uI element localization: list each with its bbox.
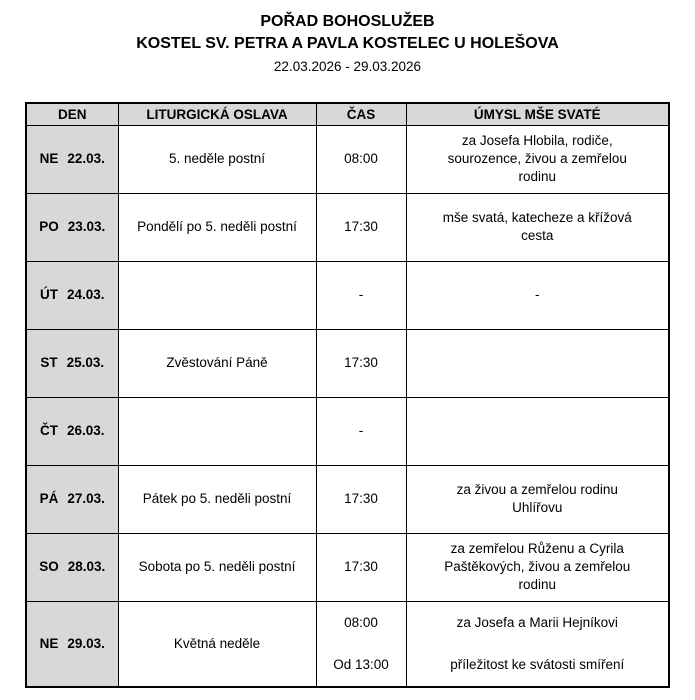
table-row (26, 397, 669, 465)
day-date: 29.03. (67, 635, 105, 651)
intention-cell (406, 397, 669, 465)
day-cell (26, 465, 118, 533)
time-cell: 17:30 (316, 329, 406, 397)
intention-cell (406, 601, 669, 687)
time-cell: - (316, 261, 406, 329)
table-row (26, 261, 669, 329)
celebration-cell: Pondělí po 5. neděli postní (118, 193, 316, 261)
day-abbr: ČT (39, 423, 58, 438)
table-row (26, 601, 669, 687)
day-date: 24.03. (66, 287, 105, 302)
table-row (26, 125, 669, 193)
day-date: 28.03. (67, 559, 106, 574)
intention-cell: mše svatá, katecheze a křížová cesta (406, 193, 669, 261)
intention-cell: za Josefa Hlobila, rodiče, sourozence, živou a zemřelou rodinu (406, 125, 669, 193)
time-cell: - (316, 397, 406, 465)
intention-cell (406, 329, 669, 397)
page-title: POŘAD BOHOSLUŽEB (260, 13, 435, 30)
time-value: 08:00 (344, 614, 378, 630)
table-row (26, 533, 669, 601)
intention-cell: - (406, 261, 669, 329)
column-header-umysl: ÚMYSL MŠE SVATÉ (406, 103, 669, 125)
celebration-cell: Pátek po 5. neděli postní (118, 465, 316, 533)
time-cell: 17:30 (316, 193, 406, 261)
table-row (26, 465, 669, 533)
time-value-2: Od 13:00 (333, 656, 389, 672)
day-cell (26, 397, 118, 465)
celebration-cell (118, 261, 316, 329)
column-header-den: DEN (26, 103, 118, 125)
celebration-cell: 5. neděle postní (118, 125, 316, 193)
day-cell (26, 193, 118, 261)
day-date: 23.03. (67, 219, 106, 234)
time-cell: 17:30 (316, 533, 406, 601)
day-cell (26, 125, 118, 193)
time-cell: 17:30 (316, 465, 406, 533)
day-abbr: NE (39, 635, 59, 651)
day-abbr: NE (39, 151, 59, 166)
celebration-cell: Sobota po 5. neděli postní (118, 533, 316, 601)
celebration-cell (118, 397, 316, 465)
day-abbr: ST (40, 355, 58, 370)
time-cell (316, 601, 406, 687)
schedule-table (25, 102, 670, 688)
day-abbr: ÚT (39, 287, 58, 302)
table-row (26, 193, 669, 261)
intention-cell: za živou a zemřelou rodinu Uhlířovu (406, 465, 669, 533)
day-abbr: SO (39, 559, 59, 574)
day-date: 25.03. (66, 355, 105, 370)
date-range: 22.03.2026 - 29.03.2026 (273, 59, 422, 74)
day-date: 26.03. (66, 423, 105, 438)
table-header-row (26, 103, 669, 125)
day-cell (26, 601, 118, 687)
time-cell: 08:00 (316, 125, 406, 193)
document-header (0, 0, 695, 76)
day-cell (26, 261, 118, 329)
intention-value: za Josefa a Marii Hejníkovi (456, 614, 618, 630)
page-subtitle: KOSTEL SV. PETRA A PAVLA KOSTELEC U HOLEŠOVA (136, 35, 559, 52)
day-cell (26, 329, 118, 397)
celebration-cell: Květná neděle (118, 601, 316, 687)
day-abbr: PÁ (39, 491, 59, 506)
table-row (26, 329, 669, 397)
day-abbr: PO (39, 219, 59, 234)
day-date: 22.03. (67, 151, 105, 166)
intention-cell: za zemřelou Růženu a Cyrila Paštěkových, živou a zemřelou rodinu (406, 533, 669, 601)
celebration-cell: Zvěstování Páně (118, 329, 316, 397)
day-date: 27.03. (67, 491, 105, 506)
column-header-cas: ČAS (316, 103, 406, 125)
column-header-liturgicka-oslava: LITURGICKÁ OSLAVA (118, 103, 316, 125)
intention-value-2: příležitost ke svátosti smíření (450, 656, 625, 672)
day-cell (26, 533, 118, 601)
